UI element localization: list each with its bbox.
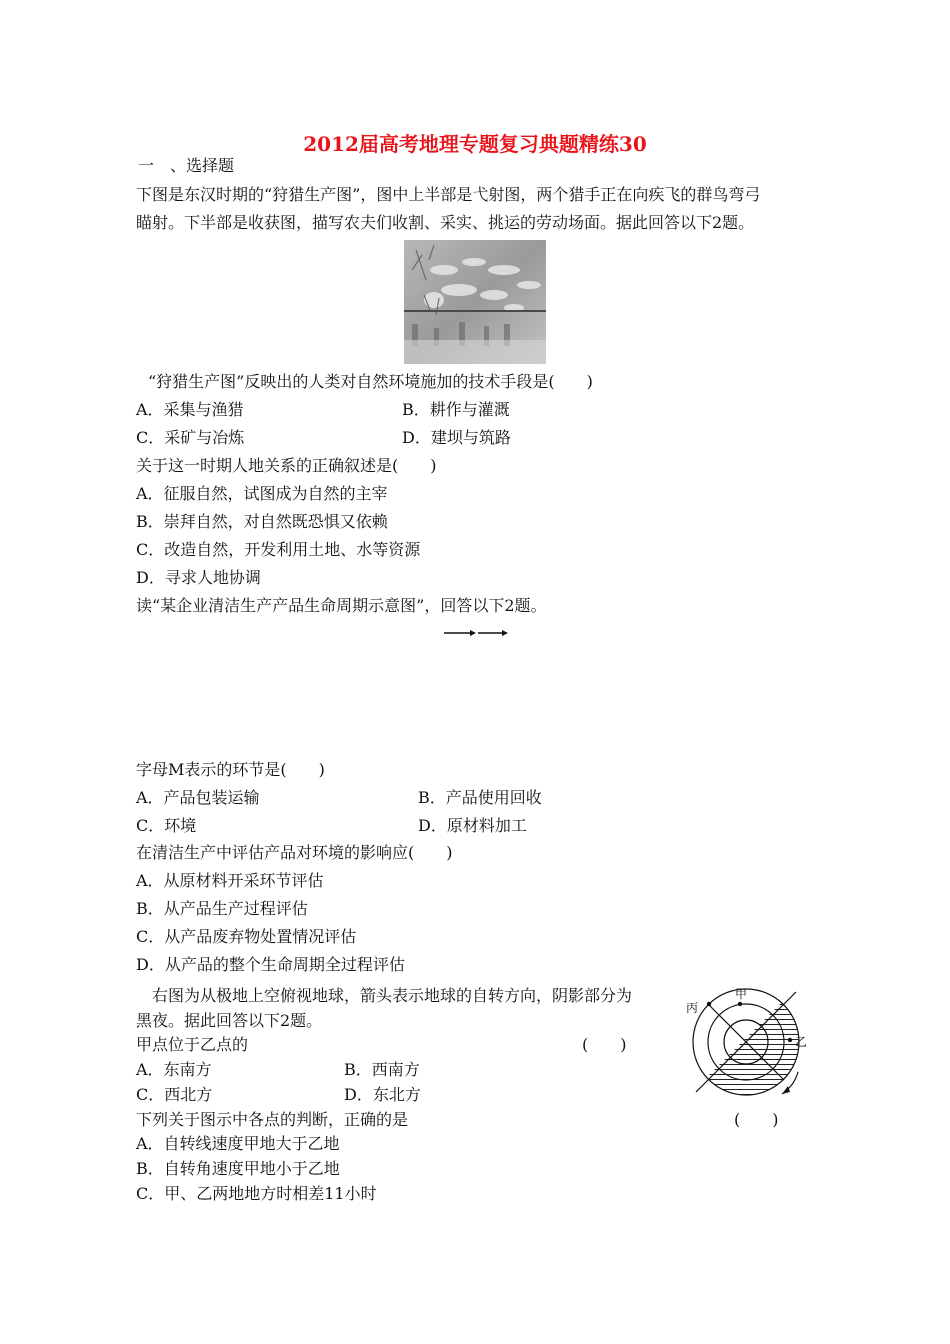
q2-option-d: D．寻求人地协调 (136, 568, 261, 587)
q2-option-c: C．改造自然，开发利用土地、水等资源 (136, 540, 421, 559)
q3-option-c: C．环境 (136, 816, 197, 835)
q5-answer-paren: ( ) (582, 1035, 627, 1054)
q1-option-b: B．耕作与灌溉 (402, 400, 510, 419)
q5-option-c: C．西北方 (136, 1085, 213, 1104)
q5-stem: 甲点位于乙点的 (136, 1035, 249, 1054)
q2-stem: 关于这一时期人地关系的正确叙述是( ) (136, 456, 437, 475)
q1-option-c: C．采矿与冶炼 (136, 428, 245, 447)
q1-stem: “狩猎生产图”反映出的人类对自然环境施加的技术手段是( ) (148, 372, 593, 391)
q1-intro-line-2: 瞄射。下半部是收获图，描写农夫们收割、采实、挑运的劳动场面。据此回答以下2题。 (136, 213, 755, 232)
q5-option-b: B．西南方 (344, 1060, 420, 1079)
globe-label-yi: 乙 (795, 1035, 808, 1049)
q1-intro-line-1: 下图是东汉时期的“狩猎生产图”，图中上半部是弋射图，两个猎手正在向疾飞的群鸟弯弓 (136, 185, 761, 204)
hunting-relief-image (404, 240, 546, 364)
q6-answer-paren: ( ) (734, 1110, 779, 1129)
globe-label-jia: 甲 (735, 987, 748, 1001)
q4-option-d: D．从产品的整个生命周期全过程评估 (136, 955, 405, 974)
q3-stem: 字母M表示的环节是( ) (136, 760, 325, 779)
page-title: 2012届高考地理专题复习典题精练30 (303, 132, 647, 156)
q5-intro-line-1: 右图为从极地上空俯视地球，箭头表示地球的自转方向，阴影部分为 (136, 986, 633, 1005)
section-heading: 一 、选择题 (138, 156, 235, 175)
q1-option-a: A．采集与渔猎 (136, 400, 244, 419)
globe-label-bing: 丙 (686, 1001, 699, 1015)
q3-option-b: B．产品使用回收 (418, 788, 542, 807)
q5-intro-line-2: 黑夜。据此回答以下2题。 (136, 1011, 323, 1030)
q1-option-d: D．建坝与筑路 (402, 428, 511, 447)
q4-stem: 在清洁生产中评估产品对环境的影响应( ) (136, 843, 453, 862)
q6-option-a: A．自转线速度甲地大于乙地 (136, 1134, 340, 1153)
q3-intro: 读“某企业清洁生产产品生命周期示意图”，回答以下2题。 (136, 596, 547, 615)
q4-option-c: C．从产品废弃物处置情况评估 (136, 927, 357, 946)
q3-option-d: D．原材料加工 (418, 816, 527, 835)
q6-option-c: C．甲、乙两地地方时相差11小时 (136, 1184, 377, 1203)
q6-stem: 下列关于图示中各点的判断，正确的是 (136, 1110, 409, 1129)
q3-option-a: A．产品包装运输 (136, 788, 260, 807)
q6-option-b: B．自转角速度甲地小于乙地 (136, 1159, 340, 1178)
q2-option-a: A．征服自然，试图成为自然的主宰 (136, 484, 388, 503)
q4-option-b: B．从产品生产过程评估 (136, 899, 308, 918)
q5-option-d: D．东北方 (344, 1085, 421, 1104)
q2-option-b: B．崇拜自然，对自然既恐惧又依赖 (136, 512, 388, 531)
lifecycle-diagram-arrows (442, 624, 512, 636)
q4-option-a: A．从原材料开采环节评估 (136, 871, 324, 890)
polar-globe-diagram (678, 982, 814, 1102)
q5-option-a: A．东南方 (136, 1060, 212, 1079)
